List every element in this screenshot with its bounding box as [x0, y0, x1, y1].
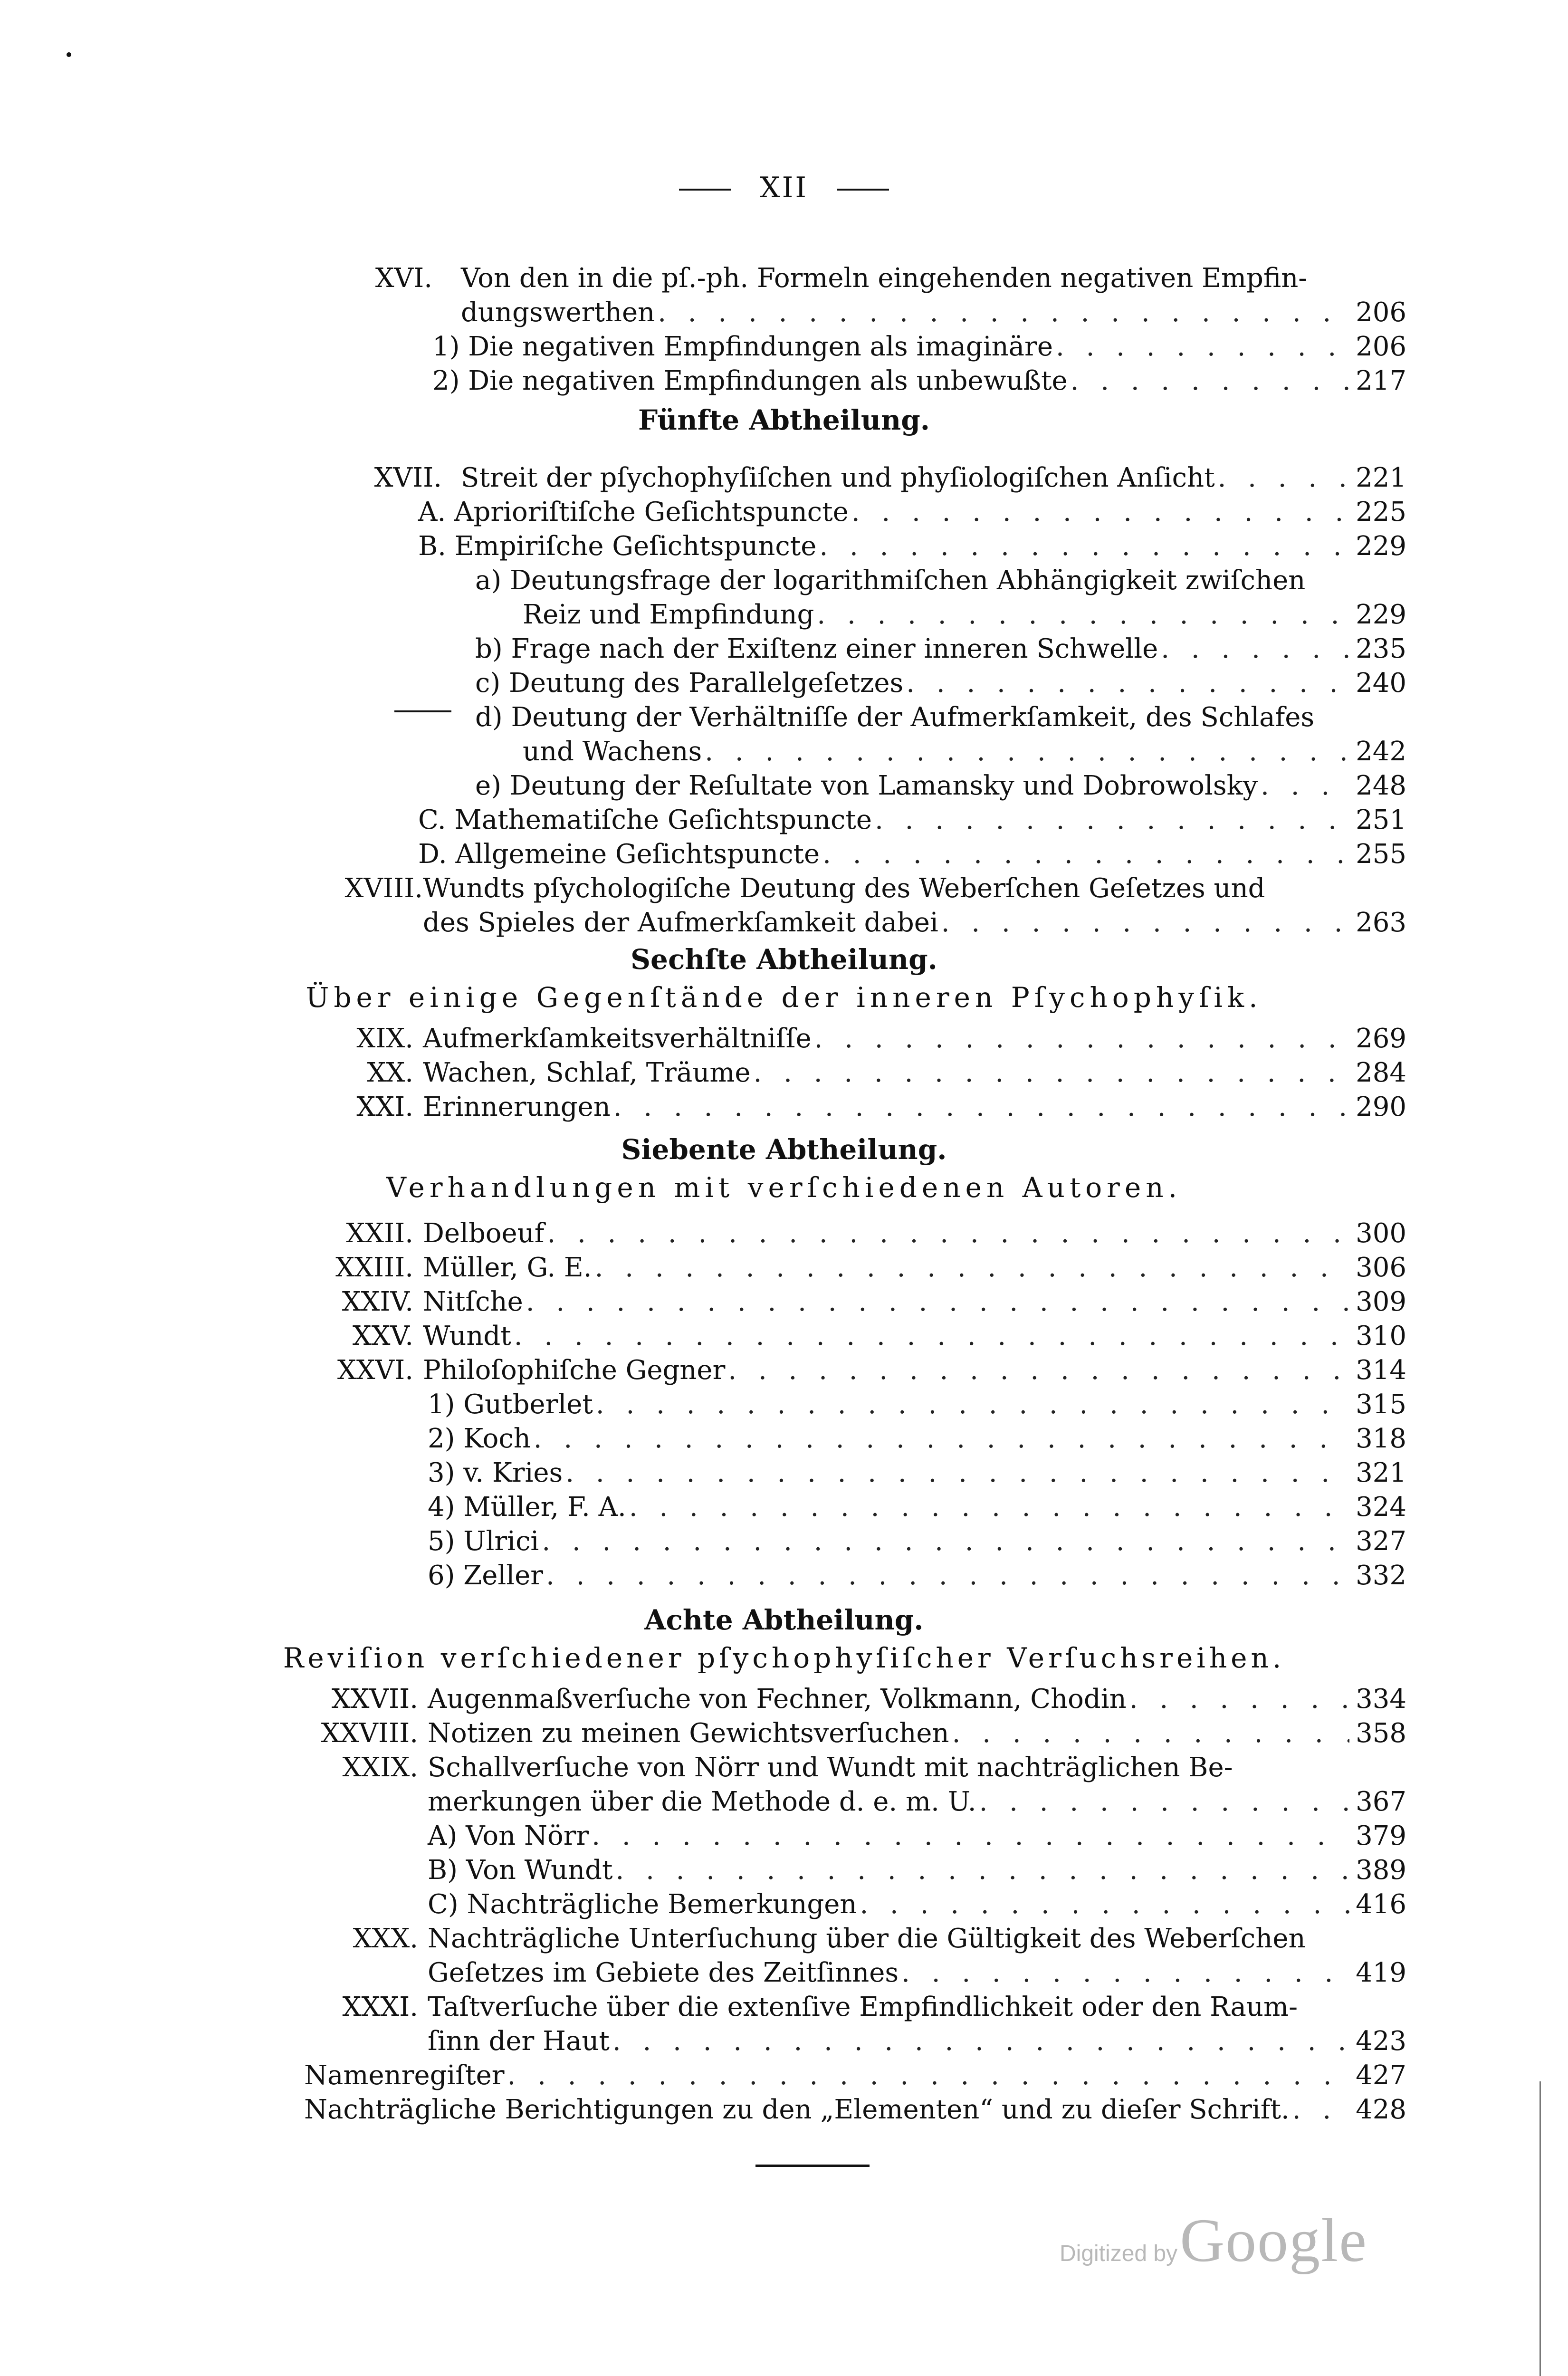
toc-entry[interactable]: XXII. Delboeuf . . . 300 — [304, 1217, 1406, 1251]
entry-number: XVI. — [375, 263, 432, 294]
entry-line[interactable]: 6) Zeller . . . 332 — [428, 1559, 1406, 1593]
header-dash-right — [837, 189, 889, 191]
toc-entry[interactable]: Nachträgliche Berichtigungen zu den „Elementen“ und zu dieſer Schrift. . . . 428 — [304, 2093, 1406, 2127]
page-ref: 427 — [1356, 2060, 1406, 2091]
toc-entry[interactable]: XXIV. Nitſche . . . 309 — [304, 1285, 1406, 1319]
bottom-rule — [755, 2165, 870, 2167]
page-ref: 419 — [1356, 1957, 1406, 1988]
entry-line[interactable]: e) Deutung der Reſultate von Lamansky und Dobrowolsky . . . 248 — [475, 769, 1406, 803]
page-ref: 315 — [1356, 1389, 1406, 1420]
page-ref: 310 — [1356, 1321, 1406, 1351]
page-ref: 358 — [1356, 1718, 1406, 1749]
toc-entry[interactable]: XIX. Aufmerkſamkeitsverhältniſſe . . . 269 — [304, 1022, 1406, 1056]
entry-line[interactable]: C) Nachträgliche Bemerkungen . . . 416 — [428, 1887, 1406, 1922]
page-ref: 284 — [1356, 1057, 1406, 1088]
entry-number: XVII. — [374, 462, 442, 493]
entry-line[interactable]: b) Frage nach der Exiſtenz einer inneren Schwelle . . . 235 — [475, 632, 1406, 666]
entry-line[interactable]: 4) Müller, F. A. . . . 324 — [428, 1490, 1406, 1524]
entry-number: XIX. — [356, 1023, 413, 1054]
section-heading: Fünfte Abtheilung. — [638, 404, 930, 436]
entry-number: XVIII. — [344, 873, 423, 904]
entry-number: XXVI. — [337, 1355, 413, 1386]
entry-line: Von den in die pſ.-ph. Formeln eingehenden negativen Empfin- — [461, 263, 1308, 294]
page-ref: 321 — [1356, 1457, 1406, 1488]
entry-line[interactable]: a) Deutungsfrage der logarithmiſchen Abhängigkeit zwiſchen — [475, 565, 1306, 596]
page-ref: 327 — [1356, 1526, 1406, 1557]
entry-line[interactable]: ſinn der Haut . . . 423 — [428, 2024, 1406, 2059]
page-ref: 235 — [1356, 633, 1406, 664]
page-ref: 379 — [1356, 1820, 1406, 1851]
toc-entry[interactable]: XVII. Streit der pſychophyſiſchen und phyſiologiſchen Anſicht . . . 221 — [342, 461, 1406, 495]
entry-line[interactable]: Reiz und Empfindung . . . 229 — [523, 598, 1406, 632]
toc-entry[interactable]: XVIII. Wundts pſychologiſche Deutung des Weberſchen Geſetzes und — [304, 872, 1406, 906]
entry-line[interactable]: D. Allgemeine Geſichtspuncte . . . 255 — [418, 837, 1406, 872]
toc-entry[interactable] — [342, 261, 1406, 296]
entry-number: XXVII. — [331, 1684, 418, 1715]
toc-entry[interactable]: XXX. Nachträgliche Unterſuchung über die Gültigkeit des Weberſchen — [290, 1922, 1406, 1956]
entry-line[interactable]: 5) Ulrici . . . 327 — [428, 1524, 1406, 1559]
watermark-google-text: Google — [1180, 2206, 1367, 2275]
entry-line[interactable]: des Spieles der Aufmerkſamkeit dabei . . . 263 — [423, 906, 1406, 940]
page-ref: 255 — [1356, 839, 1406, 870]
watermark-small-text: Digitized by — [1060, 2241, 1178, 2266]
entry-number: XXVIII. — [321, 1718, 418, 1749]
page-ref: 423 — [1356, 2026, 1406, 2057]
entry-line[interactable]: und Wachens . . . 242 — [523, 735, 1406, 769]
scan-speck — [67, 52, 71, 57]
entry-line[interactable]: 2) Koch . . . 318 — [428, 1422, 1406, 1456]
toc-entry[interactable]: XXXI. Taſtverſuche über die extenſive Empfindlichkeit oder den Raum- — [290, 1990, 1406, 2024]
page-ref: 206 — [1356, 331, 1406, 362]
page-ref: 324 — [1356, 1492, 1406, 1523]
entry-number: XXII. — [346, 1218, 413, 1249]
entry-line[interactable]: d) Deutung der Verhältniſſe der Aufmerkſamkeit, des Schlafes — [475, 702, 1315, 733]
toc-entry[interactable]: XXVIII. Notizen zu meinen Gewichtsverſuchen . . . 358 — [290, 1716, 1406, 1751]
entry-line[interactable]: 1) Die negativen Empfindungen als imaginäre . . . 206 — [432, 330, 1406, 364]
entry-number: XXV. — [352, 1321, 413, 1351]
entry-line[interactable]: B) Von Wundt . . . 389 — [428, 1853, 1406, 1887]
page-ref: 221 — [1356, 462, 1406, 493]
toc-entry[interactable]: XX. Wachen, Schlaf, Träume . . . 284 — [304, 1056, 1406, 1090]
section-heading: Siebente Abtheilung. — [621, 1133, 947, 1166]
page-ref: 206 — [1356, 297, 1406, 328]
entry-line[interactable]: dungswerthen . . . 206 — [461, 296, 1406, 330]
entry-line[interactable]: merkungen über die Methode d. e. m. U. . . . 367 — [428, 1785, 1406, 1819]
toc-entry[interactable]: XXIX. Schallverſuche von Nörr und Wundt mit nachträglichen Be- — [290, 1751, 1406, 1785]
page-ref: 318 — [1356, 1423, 1406, 1454]
page-ref: 229 — [1356, 599, 1406, 630]
page-ref: 263 — [1356, 907, 1406, 938]
page-ref: 416 — [1356, 1889, 1406, 1920]
page-ref: 229 — [1356, 531, 1406, 562]
page-ref: 389 — [1356, 1855, 1406, 1886]
page-ref: 309 — [1356, 1286, 1406, 1317]
page-ref: 314 — [1356, 1355, 1406, 1386]
entry-number: XXIII. — [335, 1252, 413, 1283]
section-subtitle: Über einige Gegenſtände der inneren Pſychophyſik. — [306, 981, 1262, 1014]
page-ref: 334 — [1356, 1684, 1406, 1715]
section-subtitle: Verhandlungen mit verſchiedenen Autoren. — [386, 1171, 1182, 1204]
page-ref: 300 — [1356, 1218, 1406, 1249]
page-ref: 225 — [1356, 497, 1406, 527]
page-ref: 306 — [1356, 1252, 1406, 1283]
entry-line[interactable]: c) Deutung des Parallelgeſetzes . . . 240 — [475, 666, 1406, 700]
digitized-by-google-watermark — [1060, 2205, 1367, 2276]
scan-dash-mark — [394, 710, 451, 712]
entry-number: XX. — [367, 1057, 413, 1088]
toc-entry[interactable]: XXI. Erinnerungen . . . 290 — [304, 1090, 1406, 1124]
page-ref: 269 — [1356, 1023, 1406, 1054]
entry-number: XXIV. — [342, 1286, 413, 1317]
entry-line[interactable]: 1) Gutberlet . . . 315 — [428, 1388, 1406, 1422]
toc-entry[interactable]: XXVI. Philoſophiſche Gegner . . . 314 — [304, 1353, 1406, 1388]
page-ref: 332 — [1356, 1560, 1406, 1591]
page-ref: 248 — [1356, 770, 1406, 801]
toc-entry[interactable]: XXIII. Müller, G. E. . . . 306 — [304, 1251, 1406, 1285]
page-ref: 240 — [1356, 668, 1406, 699]
toc-entry[interactable]: Namenregiſter . . . 427 — [304, 2059, 1406, 2093]
entry-line[interactable]: C. Mathematiſche Geſichtspuncte . . . 251 — [418, 803, 1406, 837]
entry-number: XXIX. — [342, 1752, 418, 1783]
entry-number: XXXI. — [342, 1992, 418, 2022]
toc-entry[interactable]: XXV. Wundt . . . 310 — [304, 1319, 1406, 1353]
page-ref: 242 — [1356, 736, 1406, 767]
page-ref: 367 — [1356, 1786, 1406, 1817]
header-dash-left — [679, 189, 731, 191]
section-subtitle: Reviſion verſchiedener pſychophyſiſcher Verſuchsreihen. — [283, 1642, 1285, 1674]
entry-line[interactable]: 3) v. Kries . . . 321 — [428, 1456, 1406, 1490]
entry-line[interactable]: A. Aprioriſtiſche Geſichtspuncte . . . 225 — [418, 495, 1406, 529]
section-heading: Sechſte Abtheilung. — [631, 943, 937, 976]
scan-edge-line — [1539, 2081, 1541, 2376]
page-ref: 217 — [1356, 365, 1406, 396]
entry-number: XXX. — [353, 1923, 418, 1954]
page-ref: 251 — [1356, 805, 1406, 835]
entry-line[interactable]: Geſetzes im Gebiete des Zeitſinnes . . . 419 — [428, 1956, 1406, 1990]
entry-line[interactable]: A) Von Nörr . . . 379 — [428, 1819, 1406, 1853]
page-ref: 428 — [1356, 2094, 1406, 2125]
section-heading: Achte Abtheilung. — [644, 1604, 924, 1636]
entry-line[interactable]: 2) Die negativen Empfindungen als unbewußte . . . 217 — [432, 364, 1406, 398]
page-header — [0, 171, 1568, 204]
page-ref: 290 — [1356, 1092, 1406, 1122]
entry-number: XXI. — [356, 1092, 413, 1122]
page-number-label: XII — [759, 171, 809, 204]
entry-line[interactable]: B. Empiriſche Geſichtspuncte . . . 229 — [418, 529, 1406, 564]
toc-entry[interactable]: XXVII. Augenmaßverſuche von Fechner, Volkmann, Chodin . . . 334 — [290, 1682, 1406, 1716]
